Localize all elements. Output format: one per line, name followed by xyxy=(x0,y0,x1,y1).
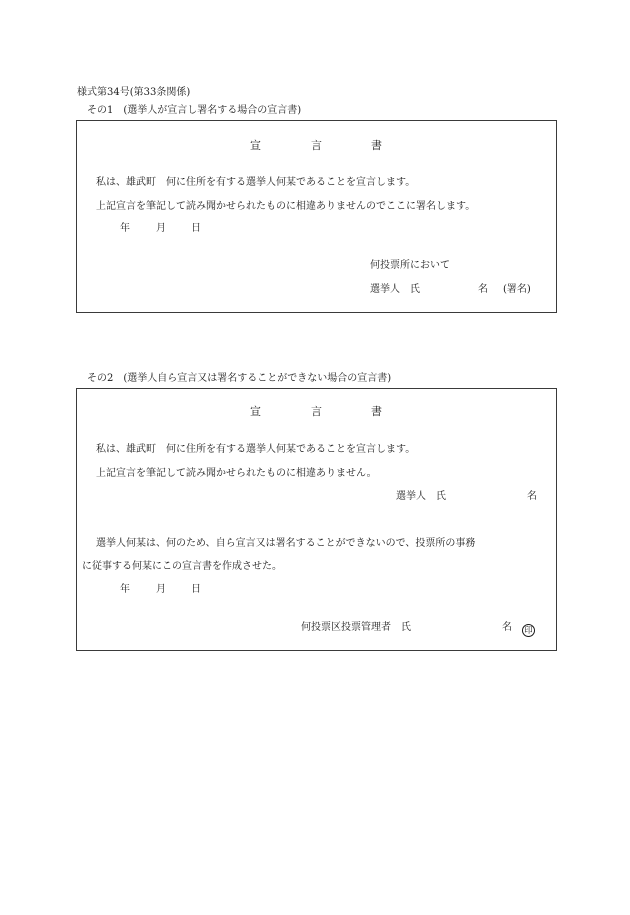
section2-title-char-1: 宣 xyxy=(250,405,261,418)
section1-confirmation-line: 上記宣言を筆記して読み聞かせられたものに相違ありませんのでここに署名します。 xyxy=(96,201,476,212)
section2-confirmation-line: 上記宣言を筆記して読み聞かせられたものに相違ありません。 xyxy=(96,468,377,479)
seal-stamp-icon xyxy=(522,620,535,639)
section2-date-year: 年 xyxy=(120,584,130,595)
section2-date-month: 月 xyxy=(156,584,166,595)
section2-signer-label: 選挙人 氏 xyxy=(396,491,446,502)
section2-reason-line-2: に従事する何某にこの宣言書を作成させた。 xyxy=(82,561,282,572)
section2-heading: その2 (選挙人自ら宣言又は署名することができない場合の宣言書) xyxy=(87,373,392,384)
section2-title-char-3: 書 xyxy=(371,405,382,418)
section1-title-char-2: 言 xyxy=(311,139,322,152)
section1-date-month: 月 xyxy=(156,223,166,234)
section1-date-day: 日 xyxy=(191,223,201,234)
section2-date-day: 日 xyxy=(191,584,201,595)
section1-date-year: 年 xyxy=(120,223,130,234)
section2-manager-name-char: 名 xyxy=(502,622,512,633)
section1-title-char-3: 書 xyxy=(371,139,382,152)
section1-title-char-1: 宣 xyxy=(250,139,261,152)
section2-title-char-2: 言 xyxy=(311,405,322,418)
section1-name-char: 名 xyxy=(478,284,488,295)
form-number: 様式第34号(第33条関係) xyxy=(77,87,191,98)
section1-declaration-line: 私は、雄武町 何に住所を有する選挙人何某であることを宣言します。 xyxy=(96,177,416,188)
section2-name-char: 名 xyxy=(527,491,537,502)
declaration-box-2 xyxy=(76,388,557,651)
section1-signer-label: 選挙人 氏 xyxy=(370,284,420,295)
section2-reason-line-1: 選挙人何某は、何のため、自ら宣言又は署名することができないので、投票所の事務 xyxy=(96,538,476,549)
section1-place: 何投票所において xyxy=(370,260,450,271)
section1-signature-note: (署名) xyxy=(503,284,531,295)
section2-manager-label: 何投票区投票管理者 氏 xyxy=(301,622,411,633)
section1-heading: その1 (選挙人が宣言し署名する場合の宣言書) xyxy=(87,105,302,116)
section2-declaration-line: 私は、雄武町 何に住所を有する選挙人何某であることを宣言します。 xyxy=(96,444,416,455)
seal-char: 印 xyxy=(522,624,535,637)
